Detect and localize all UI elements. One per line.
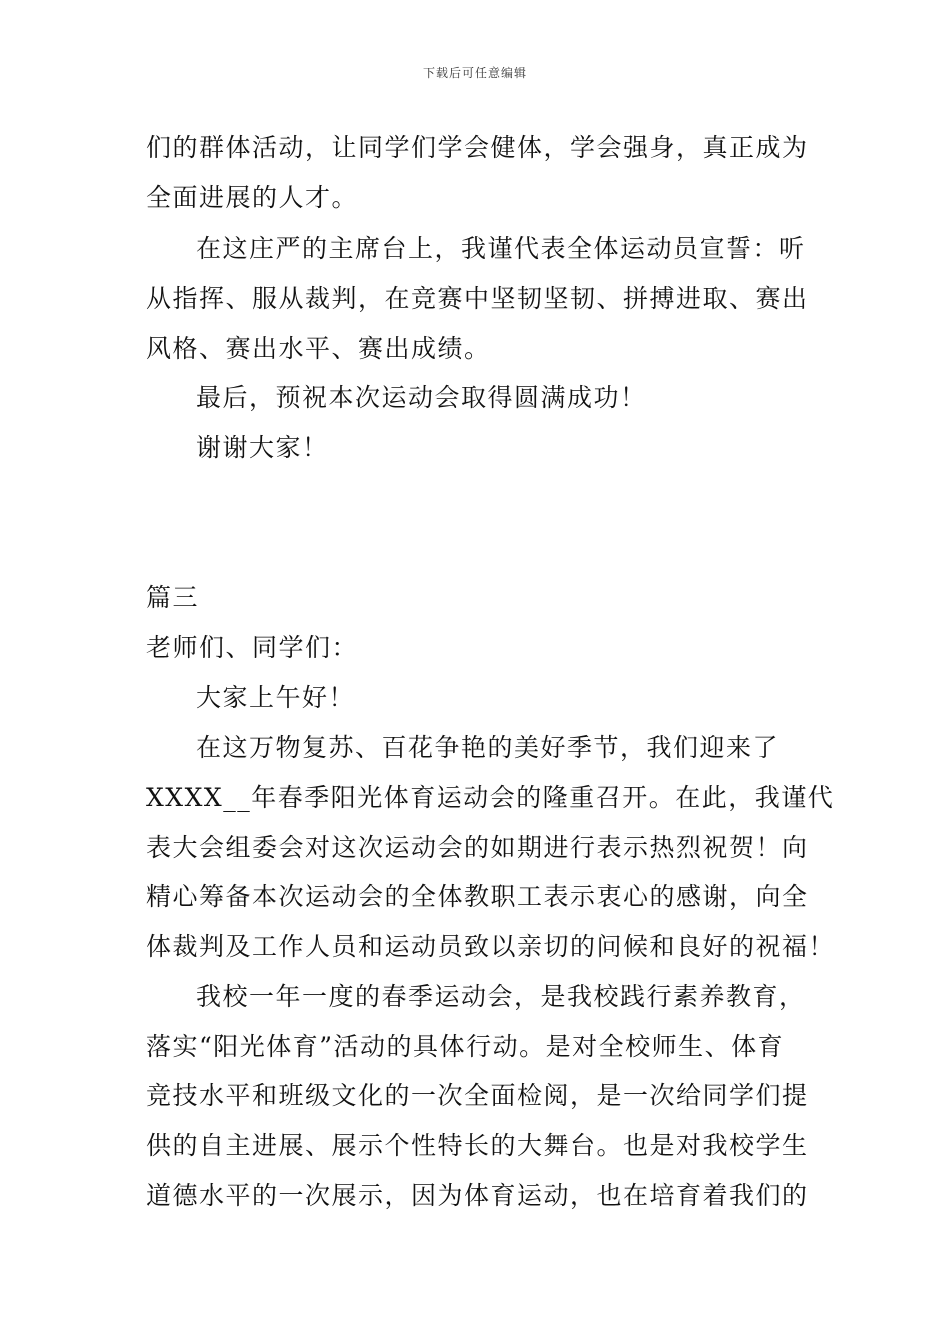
text-line: 风格、赛出水平、赛出成绩。 <box>146 334 491 363</box>
text-line: 落实“阳光体育”活动的具体行动。是对全校师生、体育 <box>146 1032 785 1061</box>
text-line: 们的群体活动，让同学们学会健体，学会强身，真正成为 <box>146 133 809 162</box>
text-line: 体裁判及工作人员和运动员致以亲切的问候和良好的祝福！ <box>146 932 836 961</box>
greeting: 大家上午好！ <box>196 683 356 712</box>
text-line: 谢谢大家！ <box>196 433 329 462</box>
text-line: 表大会组委会对这次运动会的如期进行表示热烈祝贺！向 <box>146 833 809 862</box>
text-line: 在这庄严的主席台上，我谨代表全体运动员宣誓：听 <box>196 234 806 263</box>
text-line: 供的自主进展、展示个性特长的大舞台。也是对我校学生 <box>146 1131 809 1160</box>
salutation: 老师们、同学们： <box>146 633 359 662</box>
text-line: 最后，预祝本次运动会取得圆满成功！ <box>196 383 647 412</box>
text-line: 竞技水平和班级文化的一次全面检阅，是一次给同学们提 <box>146 1081 809 1110</box>
text-line: 精心筹备本次运动会的全体教职工表示衷心的感谢，向全 <box>146 882 809 911</box>
text-line: 在这万物复苏、百花争艳的美好季节，我们迎来了 <box>196 733 780 762</box>
text-line: XXXX__年春季阳光体育运动会的隆重召开。在此，我谨代 <box>146 783 835 812</box>
text-line: 我校一年一度的春季运动会，是我校践行素养教育， <box>196 982 806 1011</box>
text-line: 全面进展的人才。 <box>146 183 359 212</box>
text-line: 从指挥、服从裁判，在竞赛中坚韧坚韧、拼搏进取、赛出 <box>146 284 809 313</box>
page-header: 下载后可任意编辑 <box>422 66 527 80</box>
section-title: 篇三 <box>146 583 200 612</box>
text-line: 道德水平的一次展示，因为体育运动，也在培育着我们的 <box>146 1181 809 1210</box>
